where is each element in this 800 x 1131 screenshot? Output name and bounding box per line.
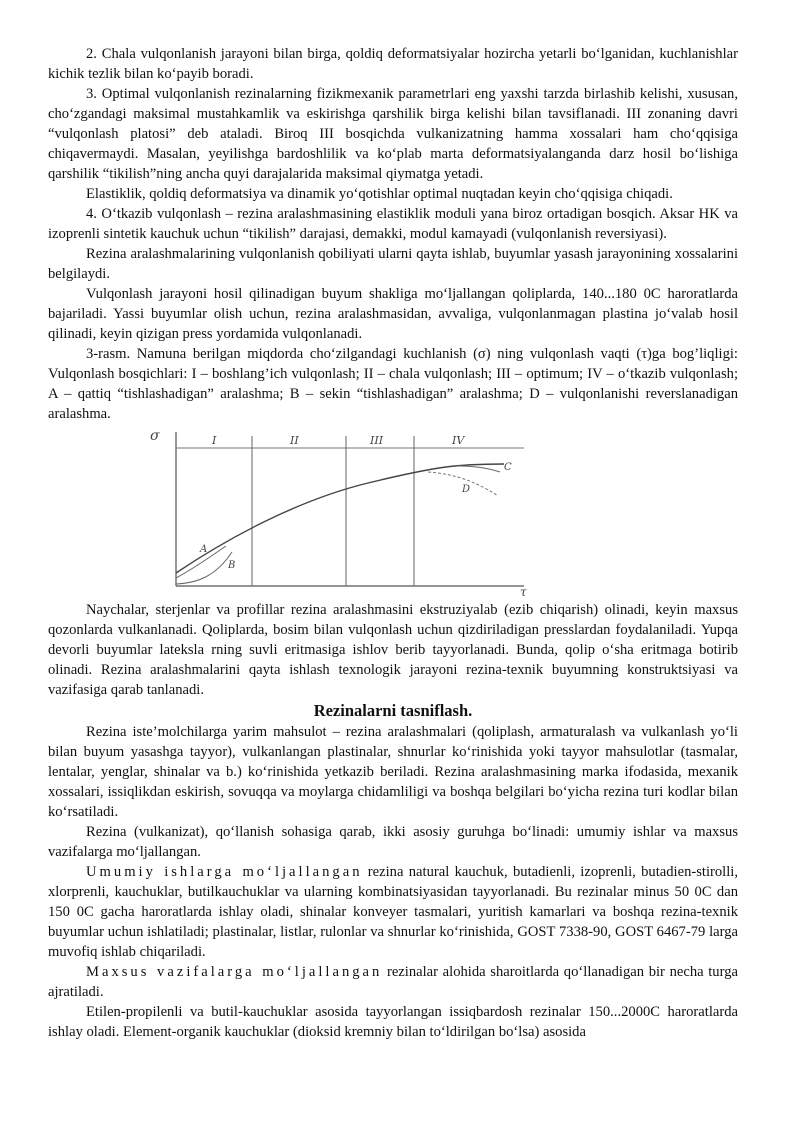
curve-c (458, 466, 500, 472)
paragraph: Vulqonlash jarayoni hosil qilinadigan buyum shakliga mo‘ljallangan qoliplarda, 140...180 0C haroratlarda bajariladi. Yassi buyumlar olish uchun, rezina aralashmasidan, avvaliga, vulqonlanmagan plastina jo‘valab hosil qilinadi, keyin qizigan press yordamida vulqonlanadi. (48, 286, 738, 342)
paragraph-general-purpose (48, 862, 738, 962)
figure-caption: 3-rasm. Namuna berilgan miqdorda cho‘zilgandagi kuchlanish (σ) ning vulqonlash vaqti (τ)ga bog’liqligi: Vulqonlash bosqichlari: I – boshlang’ich vulqonlash; II – chala vulqonlash; III – optimum; IV – o‘tkazib vulqonlash; A – qattiq “tishlashadigan” aralashma; B – sekin “tishlashadigan” aralashma; D – vulqonlanishi reverslanadigan aralashma. (48, 346, 738, 422)
curve-diagram (128, 428, 528, 596)
y-axis-label: σ (150, 428, 160, 444)
zone-label-i: I (212, 434, 217, 447)
paragraph: 2. Chala vulqonlanish jarayoni bilan birga, qoldiq deformatsiyalar hozircha yetarli bo‘lganidan, kuchlanishlar kichik tezlik bilan ko‘payib boradi. (48, 46, 738, 82)
paragraph-text: rezina natural kauchuk, butadienli, izoprenli, butadien-stirolli, xlorprenli, kauchuklar, butilkauchuklar va ularning kombinatsiyasidan tayyorlanadi. Bu rezinalar minus 50 0C dan 150 0C gacha haroratlarda ishlay oladi, shinalar konveyer tasmalari, yuritish kamarlari va boshqa rezina-texnik buyumlar uchun ishlatiladi; plastinalar, listlar, rulonlar va shnurlar ko‘rinishida, GOST 7338-90, GOST 6467-79 larga muvofiq ishlab chiqariladi. (48, 864, 738, 960)
paragraph: Rezina aralashmalarining vulqonlanish qobiliyati ularni qayta ishlab, buyumlar yasash jarayonining xossalarini belgilaydi. (48, 246, 738, 282)
paragraph: 3. Optimal vulqonlanish rezinalarning fizikmexanik parametrlari eng yaxshi tarzda birlashib kelishi, xususan, cho‘zgandagi maksimal mustahkamlik va eskirishga qarshilik birga kelishi bilan tavsiflanadi. III zonaning davri “vulqonlash platosi” deb ataladi. Biroq III bosqichda vulkanizatning hamma xossalari ham cho‘qqisiga chiqavermaydi. Masalan, yeyilishga bardoshlilik va ko‘plab marta deformatsiyalanganda darz hosil bo‘lishiga qarshilik “tikilish”ning ancha quyi darajalarida maksimal qiymatga yetadi. (48, 86, 738, 182)
curve-label-c: C (504, 462, 512, 473)
zone-label-iii: III (370, 434, 384, 447)
curve-label-b: B (228, 560, 236, 571)
section-title: Rezinalarni tasniflash. (313, 701, 473, 720)
document-page (48, 44, 738, 1042)
vulcanization-curve-figure (48, 428, 738, 596)
paragraph: Elastiklik, qoldiq deformatsiya va dinamik yo‘qotishlar optimal nuqtadan keyin cho‘qqisiga chiqadi. (86, 186, 673, 202)
curve-label-d: D (462, 484, 471, 495)
paragraph-special-purpose (48, 962, 738, 1002)
paragraph: 4. O‘tkazib vulqonlash – rezina aralashmasining elastiklik moduli yana biroz ortadigan bosqich. Aksar HK va izoprenli sintetik kauchuk uchun “tikilish” darajasi, demakki, modul kamayadi (vulqonlanish reversiyasi). (48, 206, 738, 242)
zone-label-ii: II (290, 434, 299, 447)
spaced-term: Maxsus vazifalarga mo‘ljallangan (86, 964, 383, 980)
paragraph: Rezina iste’molchilarga yarim mahsulot – rezina aralashmalari (qoliplash, armaturalash va vulkanlash yo‘li bilan buyum yasashga tayyor), vulkanlangan plastinalar, shnurlar ko‘rinishida yoki tayyor mahsulotlar (tasmalar, lentalar, yenglar, shinalar va b.) ko‘rinishida yetkazib beriladi. Rezina aralashmasining marka ifodasida, mexanik xossalari, issiqlikdan eskirish, sovuqqa va moylarga chidamliligi va boshqa belgilari bo‘yicha rezina turi kodlar bilan ko‘rsatiladi. (48, 724, 738, 820)
paragraph-text: rezinalar alohida sharoitlarda qo‘llanadigan bir necha turga ajratiladi. (48, 964, 738, 1000)
x-axis-label: τ (520, 585, 527, 596)
paragraph: Etilen-propilenli va butil-kauchuklar asosida tayyorlangan issiqbardosh rezinalar 150...2000C haroratlarda ishlay oladi. Element-organik kauchuklar (dioksid kremniy bilan to‘ldirilgan bo‘lsa) asosida (48, 1004, 738, 1040)
paragraph: Rezina (vulkanizat), qo‘llanish sohasiga qarab, ikki asosiy guruhga bo‘linadi: umumiy ishlar va maxsus vazifalarga mo‘ljallangan. (48, 824, 738, 860)
zone-label-iv: IV (452, 434, 465, 447)
main-curve (176, 464, 504, 573)
curve-label-a: A (200, 544, 208, 555)
paragraph: Naychalar, sterjenlar va profillar rezina aralashmasini ekstruziyalab (ezib chiqarish) olinadi, keyin maxsus qozonlarda vulkanlanadi. Qoliplarda, bosim bilan vulqonlash uchun qizdiriladigan presslardan foydalaniladi. Yupqa devorli buyumlar lateksla rning suvli eritmasiga ishlov berib tayyorlanadi. Bunda, qolip o‘sha eritmaga botirib olinadi. Rezina aralashmalarini qayta ishlash texnologik jarayoni rezina-texnik buyumning konstruktsiyasi va vazifasiga qarab tanlanadi. (48, 602, 738, 698)
spaced-term: Umumiy ishlarga mo‘ljallangan (86, 864, 363, 880)
